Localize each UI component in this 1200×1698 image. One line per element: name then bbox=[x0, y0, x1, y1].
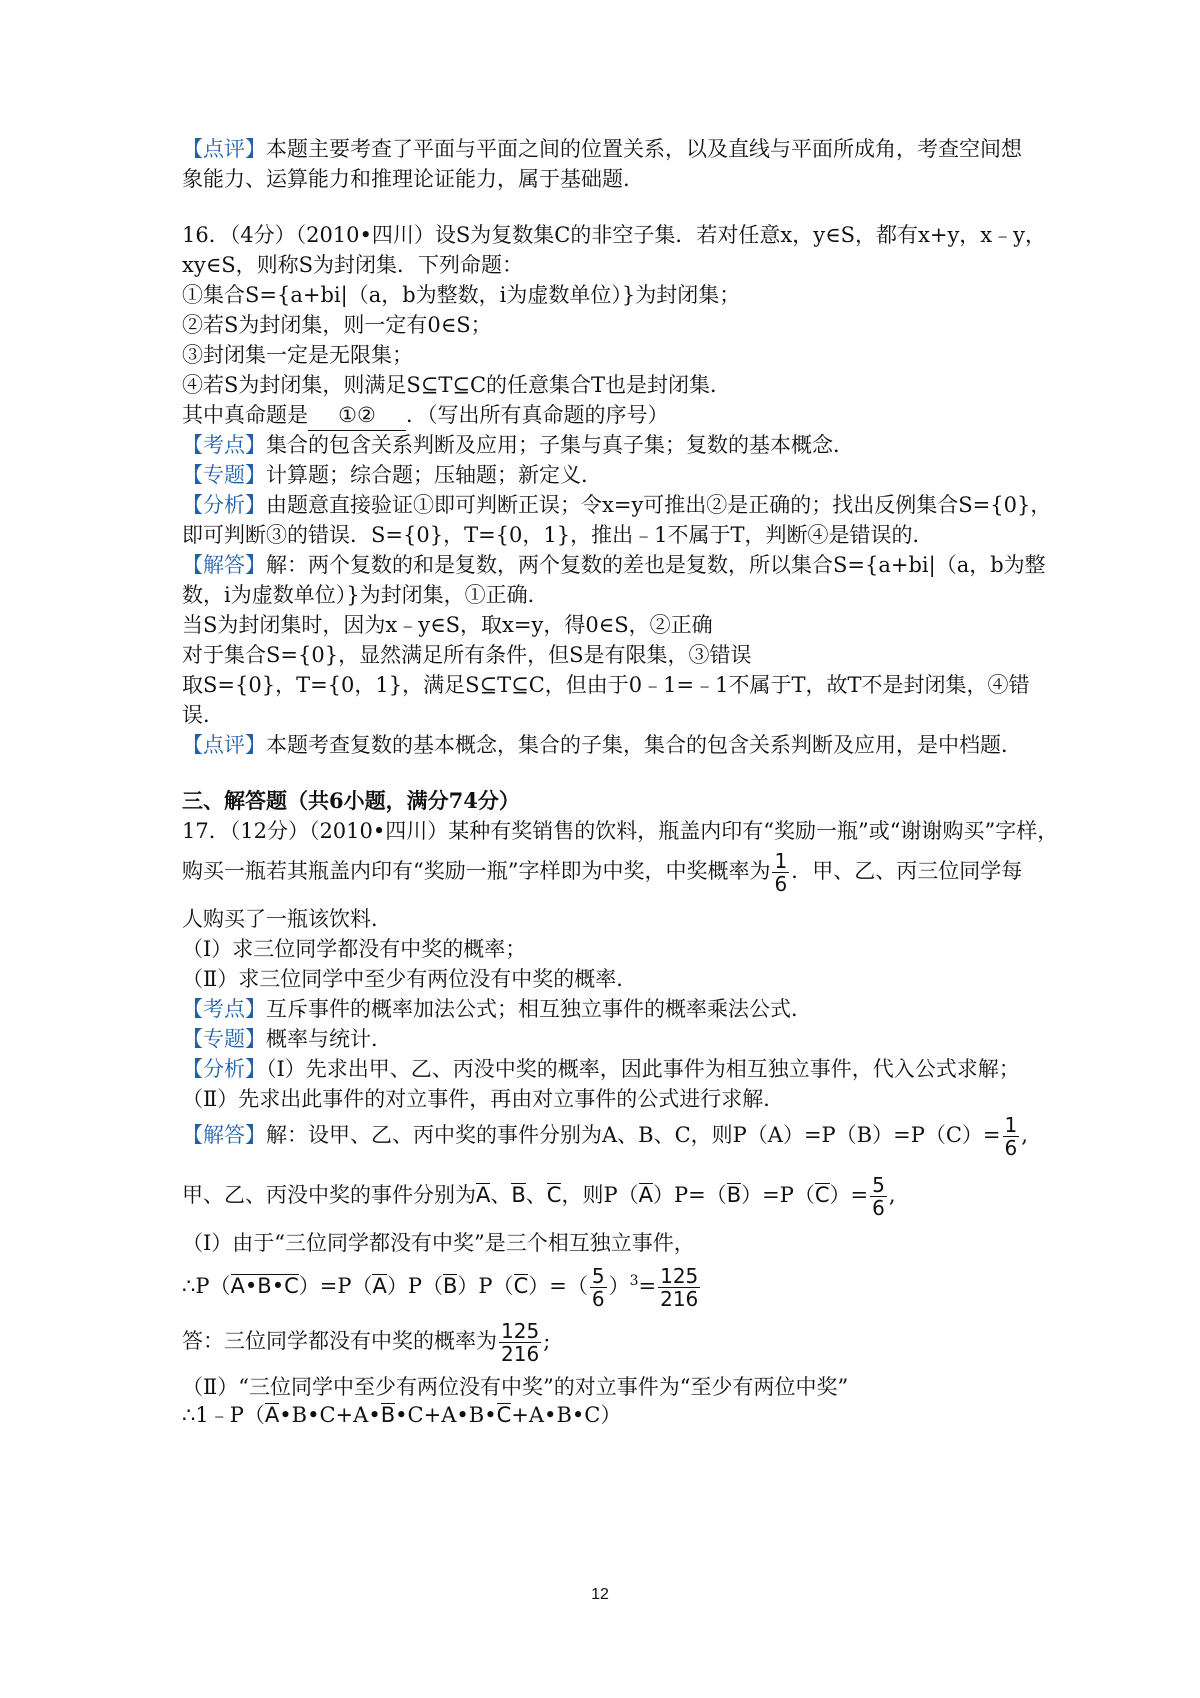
q17-stem-2: 购买一瓶若其瓶盖内印有“奖励一瓶”字样即为中奖，中奖概率为 $\frac{1}{6}$ ．甲、乙、丙三位同学每 bbox=[182, 849, 1023, 896]
page-number: 12 bbox=[591, 1586, 609, 1603]
q16-solution-6: 误． bbox=[182, 703, 224, 727]
fraction-5-6: $\frac{5}{6}$ bbox=[872, 1173, 885, 1220]
q16-solution-3: 当S为封闭集时，因为x﹣y∈S，取x=y，得0∈S，②正确 bbox=[182, 613, 713, 637]
answer-blank: ①② bbox=[308, 400, 406, 431]
topic-tag: 【专题】 bbox=[182, 1027, 266, 1051]
solution-tag: 【解答】 bbox=[182, 1123, 266, 1147]
q16-solution-5: 取S={0}，T={0，1}，满足S⊆T⊆C，但由于0﹣1=﹣1不属于T，故T不是封闭集，④错 bbox=[182, 673, 1030, 697]
q16-topic: 【专题】计算题；综合题；压轴题；新定义． bbox=[182, 463, 602, 487]
topic-tag: 【专题】 bbox=[182, 463, 266, 487]
section-heading: 三、解答题（共6小题，满分74分） bbox=[182, 788, 520, 813]
analysis-tag: 【分析】 bbox=[182, 1057, 266, 1081]
q17-part-1: （Ⅰ）求三位同学都没有中奖的概率； bbox=[182, 937, 527, 961]
q17-analysis: 【分析】（Ⅰ）先求出甲、乙、丙没中奖的概率，因此事件为相互独立事件，代入公式求解； bbox=[182, 1057, 1020, 1081]
q17-analysis-2: （Ⅱ）先求出此事件的对立事件，再由对立事件的公式进行求解． bbox=[182, 1087, 785, 1111]
review-tag: 【点评】 bbox=[182, 733, 266, 757]
q16-solution-4: 对于集合S={0}，显然满足所有条件，但S是有限集，③错误 bbox=[182, 643, 752, 667]
point-tag: 【考点】 bbox=[182, 433, 266, 457]
q16-question: 其中真命题是 ①② ．（写出所有真命题的序号） bbox=[182, 400, 669, 431]
point-tag: 【考点】 bbox=[182, 997, 266, 1021]
analysis-tag: 【分析】 bbox=[182, 493, 266, 517]
q16-solution-2: 数，i为虚数单位）}为封闭集，①正确． bbox=[182, 583, 549, 607]
q16-review: 【点评】本题考查复数的基本概念，集合的子集，集合的包含关系判断及应用，是中档题． bbox=[182, 733, 1022, 757]
q17-point: 【考点】互斥事件的概率加法公式；相互独立事件的概率乘法公式． bbox=[182, 997, 812, 1021]
q17-solution-4: ∴P（A•B•C）=P（A）P（B）P（C）=（ $\frac{5}{6}$ ）$^3$= $\frac{125}{216}$ bbox=[182, 1264, 699, 1311]
q17-solution-6: （Ⅱ）“三位同学中至少有两位没有中奖”的对立事件为“至少有两位中奖” bbox=[182, 1375, 849, 1399]
solution-tag: 【解答】 bbox=[182, 553, 266, 577]
review-tag: 【点评】 bbox=[182, 137, 266, 161]
q17-solution: 【解答】解：设甲、乙、丙中奖的事件分别为A、B、C，则P（A）=P（B）=P（C）= $\frac{1}{6}$ , bbox=[182, 1113, 1028, 1160]
fraction-1-6: $\frac{1}{6}$ bbox=[1004, 1113, 1018, 1160]
fraction-125-216: $\frac{125}{216}$ bbox=[660, 1264, 699, 1311]
q16-analysis: 【分析】由题意直接验证①即可判断正误；令x=y可推出②是正确的；找出反例集合S={0}， bbox=[182, 493, 1052, 517]
q16-solution: 【解答】解：两个复数的和是复数，两个复数的差也是复数，所以集合S={a+bi|（a，b为整 bbox=[182, 553, 1046, 577]
review-line-2: 象能力、运算能力和推理论证能力，属于基础题. bbox=[182, 167, 630, 191]
review-text: 本题主要考查了平面与平面之间的位置关系，以及直线与平面所成角，考查空间想 bbox=[266, 137, 1022, 161]
q16-prop-2: ②若S为封闭集，则一定有0∈S； bbox=[182, 313, 492, 337]
fraction-5-6: $\frac{5}{6}$ bbox=[591, 1264, 605, 1311]
q17-solution-7: ∴1﹣P（A•B•C+A•B•C+A•B•C+A•B•C） bbox=[182, 1403, 622, 1427]
q16-prop-1: ①集合S={a+bi|（a，b为整数，i为虚数单位）}为封闭集； bbox=[182, 283, 741, 307]
q16-prop-4: ④若S为封闭集，则满足S⊆T⊆C的任意集合T也是封闭集． bbox=[182, 373, 732, 397]
q17-stem-1: 17．（12分）（2010•四川）某种有奖销售的饮料，瓶盖内印有“奖励一瓶”或“谢谢购买”字样， bbox=[182, 819, 1059, 843]
q17-solution-2: 甲、乙、丙没中奖的事件分别为A、B、C，则P（A）P=（B）=P（C）= $\frac{5}{6}$ , bbox=[182, 1173, 896, 1220]
q16-point: 【考点】集合的包含关系判断及应用；子集与真子集；复数的基本概念． bbox=[182, 433, 854, 457]
q16-analysis-2: 即可判断③的错误．S={0}，T={0，1}，推出﹣1不属于T，判断④是错误的． bbox=[182, 523, 934, 547]
q17-solution-3: （Ⅰ）由于“三位同学都没有中奖”是三个相互独立事件， bbox=[182, 1231, 695, 1255]
q16-stem-1: 16．（4分）（2010•四川）设S为复数集C的非空子集．若对任意x，y∈S，都有x+y，x﹣y， bbox=[182, 223, 1047, 247]
q16-prop-3: ③封闭集一定是无限集； bbox=[182, 343, 413, 367]
q17-answer: 答：三位同学都没有中奖的概率为 $\frac{125}{216}$ ; bbox=[182, 1319, 551, 1366]
q17-stem-3: 人购买了一瓶该饮料． bbox=[182, 907, 392, 931]
q17-part-2: （Ⅱ）求三位同学中至少有两位没有中奖的概率． bbox=[182, 967, 638, 991]
fraction-1-6: $\frac{1}{6}$ bbox=[774, 849, 788, 896]
q16-stem-2: xy∈S，则称S为封闭集．下列命题： bbox=[182, 253, 524, 277]
q17-topic: 【专题】概率与统计． bbox=[182, 1027, 392, 1051]
review-line bbox=[182, 134, 1022, 164]
fraction-125-216: $\frac{125}{216}$ bbox=[501, 1319, 540, 1366]
